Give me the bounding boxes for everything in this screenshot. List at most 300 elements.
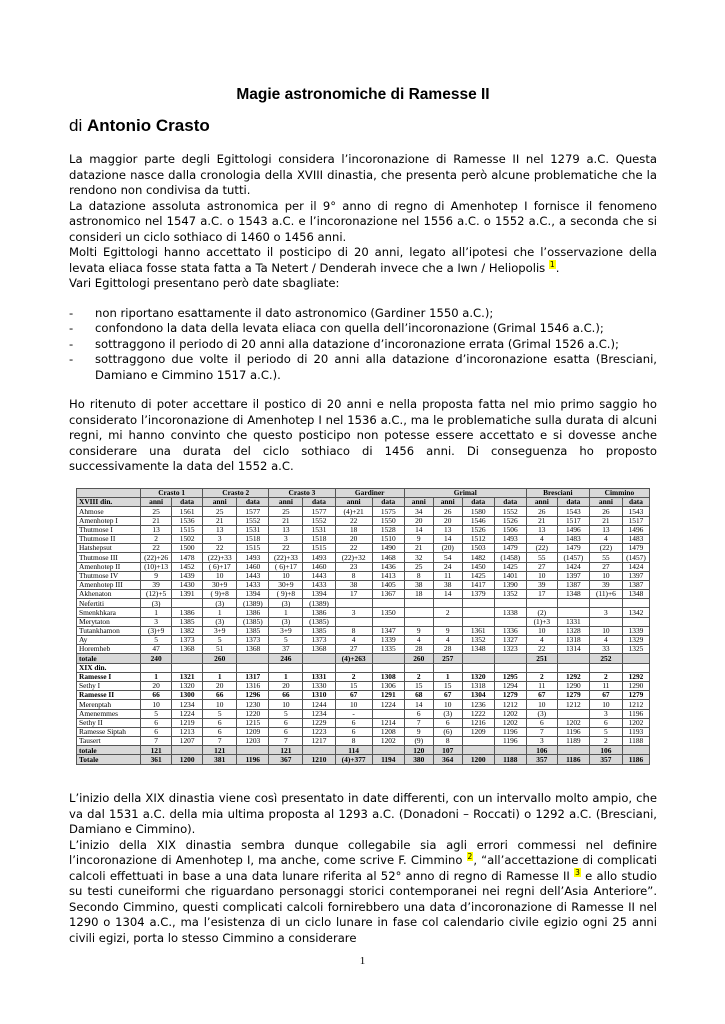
table-cell xyxy=(269,663,303,672)
table-row xyxy=(77,737,650,746)
footnote-ref-1[interactable]: 1 xyxy=(549,259,555,269)
table-cell: 1394 xyxy=(303,590,335,599)
table-cell: 1552 xyxy=(237,516,269,525)
table-cell: data xyxy=(557,498,589,507)
table-cell: 10 xyxy=(589,700,622,709)
table-cell: 3 xyxy=(141,617,172,626)
table-cell: 1493 xyxy=(237,553,269,562)
table-cell: 9 xyxy=(404,626,433,635)
paragraph-inizio-2 xyxy=(69,838,657,947)
list-item: - sottraggono il periodo di 20 anni alla datazione d’incoronazione errata (Grimal 1526 a.C.); xyxy=(69,337,657,353)
table-cell: 1202 xyxy=(494,718,526,727)
table-cell: (1389) xyxy=(237,599,269,608)
table-row xyxy=(77,626,650,635)
table-cell: 1552 xyxy=(494,507,526,516)
row-label: Ramesse II xyxy=(77,691,141,700)
table-cell: 1580 xyxy=(462,507,494,516)
table-cell: 13 xyxy=(269,525,303,534)
document-title: Magie astronomiche di Ramesse II xyxy=(236,86,490,103)
table-cell xyxy=(237,746,269,755)
table-cell: 25 xyxy=(404,562,433,571)
table-cell xyxy=(622,746,649,755)
table-cell: - xyxy=(335,709,372,718)
table-cell: (1385) xyxy=(303,617,335,626)
table-cell xyxy=(526,599,557,608)
table-cell: 13 xyxy=(203,525,237,534)
table-cell: 6 xyxy=(335,718,372,727)
table-cell: (2) xyxy=(526,608,557,617)
table-cell: 28 xyxy=(404,645,433,654)
table-cell xyxy=(462,663,494,672)
table-cell: (9) xyxy=(404,737,433,746)
table-cell: data xyxy=(494,498,526,507)
table-cell xyxy=(557,599,589,608)
table-cell: 1224 xyxy=(172,709,203,718)
table-cell: 1506 xyxy=(494,525,526,534)
table-cell: 120 xyxy=(404,746,433,755)
table-cell: 1543 xyxy=(557,507,589,516)
table-cell: 8 xyxy=(335,571,372,580)
table-cell: 17 xyxy=(335,590,372,599)
table-cell: (22) xyxy=(589,544,622,553)
author-line xyxy=(69,116,657,136)
table-row xyxy=(77,608,650,617)
table-cell xyxy=(494,617,526,626)
row-label: Amenhotep III xyxy=(77,580,141,589)
table-cell: 7 xyxy=(269,737,303,746)
table-cell: 26 xyxy=(526,507,557,516)
table-cell: 1323 xyxy=(494,645,526,654)
table-cell: 1405 xyxy=(372,580,404,589)
table-cell: (3) xyxy=(433,709,462,718)
table-cell: (22)+32 xyxy=(335,553,372,562)
table-cell: 114 xyxy=(335,746,372,755)
row-label: Thutmose I xyxy=(77,525,141,534)
table-cell: 1368 xyxy=(303,645,335,654)
table-cell: (1385) xyxy=(237,617,269,626)
table-cell: 1 xyxy=(203,672,237,681)
table-cell: 22 xyxy=(203,544,237,553)
table-cell: 26 xyxy=(433,507,462,516)
table-cell: 1347 xyxy=(372,626,404,635)
document-continuation xyxy=(69,791,657,946)
table-cell: 1433 xyxy=(303,580,335,589)
table-cell: 15 xyxy=(335,681,372,690)
table-row xyxy=(77,681,650,690)
table-cell xyxy=(433,617,462,626)
group-header: Grimal xyxy=(404,489,526,498)
table-cell: anni xyxy=(141,498,172,507)
table-cell: 1424 xyxy=(557,562,589,571)
table-cell: 1397 xyxy=(557,571,589,580)
group-header: Crasto 3 xyxy=(269,489,335,498)
table-cell: 4 xyxy=(526,534,557,543)
table-row xyxy=(77,590,650,599)
table-cell xyxy=(141,663,172,672)
table-cell: 1515 xyxy=(303,544,335,553)
table-cell: (22) xyxy=(526,544,557,553)
table-cell xyxy=(557,663,589,672)
footnote-ref-3[interactable]: 3 xyxy=(575,867,580,877)
table-cell: 1373 xyxy=(237,636,269,645)
table-cell: 1496 xyxy=(622,525,649,534)
table-row xyxy=(77,553,650,562)
table-cell: 1320 xyxy=(172,681,203,690)
table-cell: 1208 xyxy=(372,727,404,736)
table-cell: 1460 xyxy=(303,562,335,571)
table-cell: 10 xyxy=(269,700,303,709)
table-cell: (20) xyxy=(433,544,462,553)
paragraph-inizio-2b: , “all’accettazione di complicati calcoli effettuati in base a una data lunare riferita al 52° anno di regno di Ramesse II xyxy=(69,853,657,883)
table-cell: 2 xyxy=(526,672,557,681)
table-cell: 1452 xyxy=(172,562,203,571)
footnote-ref-2[interactable]: 2 xyxy=(467,852,473,862)
table-cell: 51 xyxy=(203,645,237,654)
table-cell: 1188 xyxy=(622,737,649,746)
table-cell: 357 xyxy=(589,755,622,764)
row-label: Ahmose xyxy=(77,507,141,516)
table-cell: data xyxy=(622,498,649,507)
table-cell: 1413 xyxy=(372,571,404,580)
table-cell: 8 xyxy=(335,737,372,746)
table-row xyxy=(77,525,650,534)
row-label: Nefertiti xyxy=(77,599,141,608)
table-cell: 3+9 xyxy=(203,626,237,635)
table-subtotal xyxy=(77,746,650,755)
table-cell: 1279 xyxy=(622,691,649,700)
table-cell: (22)+33 xyxy=(203,553,237,562)
table-cell: (1)+3 xyxy=(526,617,557,626)
table-cell: 1526 xyxy=(494,516,526,525)
table-cell: 1517 xyxy=(622,516,649,525)
table-cell: 5 xyxy=(141,709,172,718)
table-cell: 1207 xyxy=(172,737,203,746)
group-header: Gardiner xyxy=(335,489,404,498)
table-cell: 1483 xyxy=(622,534,649,543)
table-cell: 1531 xyxy=(303,525,335,534)
table-cell: 1330 xyxy=(303,681,335,690)
table-cell: 3 xyxy=(269,534,303,543)
table-cell: 54 xyxy=(433,553,462,562)
table-cell: 1234 xyxy=(172,700,203,709)
table-cell: 2 xyxy=(433,608,462,617)
table-cell xyxy=(462,746,494,755)
table-cell: ( 6)+17 xyxy=(269,562,303,571)
table-cell: 20 xyxy=(141,681,172,690)
table-cell: 1325 xyxy=(622,645,649,654)
table-row xyxy=(77,507,650,516)
table-cell: 1443 xyxy=(237,571,269,580)
table-cell: 1482 xyxy=(462,553,494,562)
table-cell: 67 xyxy=(526,691,557,700)
table-cell xyxy=(589,599,622,608)
table-cell: 2 xyxy=(335,672,372,681)
table-cell xyxy=(622,663,649,672)
table-cell: 67 xyxy=(433,691,462,700)
table-cell: 1202 xyxy=(372,737,404,746)
table-cell: 1200 xyxy=(172,755,203,764)
table-cell xyxy=(589,663,622,672)
table-cell: 1194 xyxy=(372,755,404,764)
table-cell: 357 xyxy=(526,755,557,764)
group-header: Crasto 2 xyxy=(203,489,269,498)
group-header: Cimmino xyxy=(589,489,649,498)
table-cell: 260 xyxy=(404,654,433,663)
table-cell xyxy=(335,599,372,608)
table-cell: 4 xyxy=(526,636,557,645)
table-cell: 1222 xyxy=(462,709,494,718)
table-cell: 6 xyxy=(589,718,622,727)
table-row xyxy=(77,691,650,700)
table-cell: 252 xyxy=(589,654,622,663)
table-cell: 6 xyxy=(141,718,172,727)
page-number: 1 xyxy=(359,955,366,967)
table-cell: 1328 xyxy=(557,626,589,635)
row-label: totale xyxy=(77,746,141,755)
table-cell: 21 xyxy=(141,516,172,525)
table-cell: 1234 xyxy=(303,709,335,718)
table-cell: 257 xyxy=(433,654,462,663)
table-cell: (22)+26 xyxy=(141,553,172,562)
table-cell: 1196 xyxy=(494,737,526,746)
table-cell: 1546 xyxy=(462,516,494,525)
table-cell: 1209 xyxy=(462,727,494,736)
table-cell: 246 xyxy=(269,654,303,663)
paragraph-vari: Vari Egittologi presentano però date sbagliate: xyxy=(69,276,340,290)
table-cell: 20 xyxy=(404,516,433,525)
table-cell: 3 xyxy=(526,737,557,746)
table-cell: 11 xyxy=(433,571,462,580)
table-cell: 1188 xyxy=(494,755,526,764)
table-cell: 17 xyxy=(526,590,557,599)
table-cell: 1 xyxy=(203,608,237,617)
table-cell xyxy=(303,746,335,755)
table-cell: (3) xyxy=(526,709,557,718)
table-cell: 1515 xyxy=(237,544,269,553)
table-cell: 1215 xyxy=(237,718,269,727)
paragraph-inizio-2c: e allo studio su testi cuneiformi che riguardano personaggi storici contemporanei nei regni dell’Asia Anteriore”. Secondo Cimmino, questi complicati calcoli fornirebbero una data d’incoronazione di Ramesse II nel 1290 o 1304 a.C., ma l’esistenza di un ciclo lunare in fase col calendario civile egizio ogni 25 anni civili egizi, porta lo stesso Cimmino a considerare xyxy=(69,868,657,945)
table-cell: 10 xyxy=(526,700,557,709)
table-cell: 1479 xyxy=(622,544,649,553)
table-cell: 1577 xyxy=(237,507,269,516)
table-cell xyxy=(404,599,433,608)
table-cell: data xyxy=(462,498,494,507)
table-cell: 1531 xyxy=(237,525,269,534)
table-cell: 5 xyxy=(203,636,237,645)
table-cell: 55 xyxy=(526,553,557,562)
table-cell: 1229 xyxy=(303,718,335,727)
table-cell: 6 xyxy=(269,718,303,727)
table-cell xyxy=(589,617,622,626)
table-cell: 1213 xyxy=(172,727,203,736)
table-cell: 6 xyxy=(269,727,303,736)
table-cell: 24 xyxy=(433,562,462,571)
table-cell: (3) xyxy=(141,599,172,608)
table-cell: 106 xyxy=(589,746,622,755)
table-cell: 1290 xyxy=(557,681,589,690)
table-group-header xyxy=(77,489,650,498)
table-cell: 1436 xyxy=(372,562,404,571)
table-cell: 1575 xyxy=(372,507,404,516)
table-cell: 7 xyxy=(203,737,237,746)
table-cell xyxy=(404,663,433,672)
table-cell: 6 xyxy=(404,709,433,718)
table-cell: 1483 xyxy=(557,534,589,543)
author-prefix: di xyxy=(69,116,83,135)
table-cell: 1478 xyxy=(172,553,203,562)
table-cell xyxy=(172,654,203,663)
table-cell: 1518 xyxy=(237,534,269,543)
table-cell: 1425 xyxy=(494,562,526,571)
table-cell: 1209 xyxy=(237,727,269,736)
table-cell: 1443 xyxy=(303,571,335,580)
table-cell: 106 xyxy=(526,746,557,755)
table-cell: 1295 xyxy=(494,672,526,681)
table-cell: 1386 xyxy=(303,608,335,617)
row-label: Thutmose IV xyxy=(77,571,141,580)
table-cell: 1196 xyxy=(557,727,589,736)
table-cell: 39 xyxy=(526,580,557,589)
table-cell: 38 xyxy=(404,580,433,589)
table-cell: 1202 xyxy=(494,709,526,718)
group-header: Bresciani xyxy=(526,489,589,498)
table-corner xyxy=(77,489,141,498)
table-cell: 1496 xyxy=(557,525,589,534)
table-cell: 1186 xyxy=(557,755,589,764)
table-cell: 14 xyxy=(404,700,433,709)
table-cell: 1223 xyxy=(303,727,335,736)
table-cell: 5 xyxy=(269,709,303,718)
table-subheader xyxy=(77,498,650,507)
table-cell: 380 xyxy=(404,755,433,764)
table-cell: 10 xyxy=(526,571,557,580)
table-cell: 1430 xyxy=(172,580,203,589)
table-cell: 1518 xyxy=(303,534,335,543)
table-cell: ( 6)+17 xyxy=(203,562,237,571)
table-cell: 1220 xyxy=(237,709,269,718)
table-cell xyxy=(303,663,335,672)
table-cell: 251 xyxy=(526,654,557,663)
table-cell: 15 xyxy=(433,681,462,690)
row-label: Akhenaton xyxy=(77,590,141,599)
table-cell: 10 xyxy=(589,626,622,635)
table-cell: 1460 xyxy=(237,562,269,571)
table-cell: 3 xyxy=(335,608,372,617)
paragraph-datazione: La datazione assoluta astronomica per il 9° anno di regno di Amenhotep I fornisce il fenomeno astronomico nel 1547 a.C. o 1543 a.C. e l’incoronazione nel 1556 a.C. o 1552 a.C., a seconda che si consideri un ciclo sothiaco di 1460 o 1456 anni. xyxy=(69,198,657,244)
table-cell: 1320 xyxy=(462,672,494,681)
table-cell: 1 xyxy=(433,672,462,681)
table-cell: 1401 xyxy=(494,571,526,580)
row-label: Thutmose II xyxy=(77,534,141,543)
table-row xyxy=(77,534,650,543)
table-cell: 22 xyxy=(335,516,372,525)
table-cell: 1515 xyxy=(172,525,203,534)
table-cell: 38 xyxy=(335,580,372,589)
table-cell: 4 xyxy=(404,636,433,645)
table-cell: 1512 xyxy=(462,534,494,543)
table-cell: 3 xyxy=(203,534,237,543)
table-cell: 22 xyxy=(141,544,172,553)
table-cell: 3+9 xyxy=(269,626,303,635)
table-cell: 121 xyxy=(269,746,303,755)
table-cell: 1296 xyxy=(237,691,269,700)
table-cell: 1321 xyxy=(172,672,203,681)
table-cell: 14 xyxy=(433,590,462,599)
table-cell: 1425 xyxy=(462,571,494,580)
table-cell: 1348 xyxy=(622,590,649,599)
table-cell: 10 xyxy=(141,700,172,709)
table-cell: 1348 xyxy=(462,645,494,654)
table-cell xyxy=(172,663,203,672)
table-cell: data xyxy=(372,498,404,507)
table-cell: 7 xyxy=(141,737,172,746)
table-cell: 13 xyxy=(433,525,462,534)
table-cell: 18 xyxy=(404,590,433,599)
table-cell: 1373 xyxy=(303,636,335,645)
table-cell: 2 xyxy=(141,534,172,543)
table-cell: anni xyxy=(269,498,303,507)
table-cell: 47 xyxy=(141,645,172,654)
paragraph-intro: La maggior parte degli Egittologi considera l’incoronazione di Ramesse II nel 1279 a.C. Questa datazione nasce dalla cronologia della XVIII dinastia, che presenta però alcune problematiche che la rendono non condivisa da tutti. xyxy=(69,152,657,197)
table-cell: 2 xyxy=(589,672,622,681)
table-row xyxy=(77,700,650,709)
table-cell: 1361 xyxy=(462,626,494,635)
table-row xyxy=(77,727,650,736)
table-cell: 1336 xyxy=(494,626,526,635)
table-cell: 32 xyxy=(404,553,433,562)
row-label: Thutmose III xyxy=(77,553,141,562)
table-cell: 13 xyxy=(526,525,557,534)
table-cell: 1577 xyxy=(303,507,335,516)
table-cell: 1536 xyxy=(172,516,203,525)
table-cell: 13 xyxy=(141,525,172,534)
table-cell: 1331 xyxy=(303,672,335,681)
row-label: Merytaton xyxy=(77,617,141,626)
table-cell: 1352 xyxy=(494,590,526,599)
table-cell: 21 xyxy=(404,544,433,553)
table-cell: 9 xyxy=(141,571,172,580)
table-cell: (1458) xyxy=(494,553,526,562)
table-cell: 9 xyxy=(433,626,462,635)
row-label: Ay xyxy=(77,636,141,645)
table-cell: 1348 xyxy=(557,590,589,599)
table-cell: 1214 xyxy=(372,718,404,727)
table-cell: 1510 xyxy=(372,534,404,543)
table-row xyxy=(77,571,650,580)
table-cell: 1424 xyxy=(622,562,649,571)
table-cell xyxy=(557,746,589,755)
table-total xyxy=(77,755,650,764)
row-label: Ramesse I xyxy=(77,672,141,681)
table-cell: data xyxy=(237,498,269,507)
table-cell: 1397 xyxy=(622,571,649,580)
table-cell: 25 xyxy=(141,507,172,516)
row-label: Smenkhkara xyxy=(77,608,141,617)
row-label: Sethy II xyxy=(77,718,141,727)
row-label: Hatshepsut xyxy=(77,544,141,553)
table-cell: 1339 xyxy=(372,636,404,645)
table-cell: 1386 xyxy=(237,608,269,617)
table-row xyxy=(77,617,650,626)
table-cell: 15 xyxy=(404,681,433,690)
table-cell: 1526 xyxy=(462,525,494,534)
table-cell: 121 xyxy=(203,746,237,755)
table-cell: 18 xyxy=(335,525,372,534)
table-cell: 1528 xyxy=(372,525,404,534)
table-cell: 68 xyxy=(404,691,433,700)
row-label: XVIII din. xyxy=(77,498,141,507)
table-cell: 1433 xyxy=(237,580,269,589)
